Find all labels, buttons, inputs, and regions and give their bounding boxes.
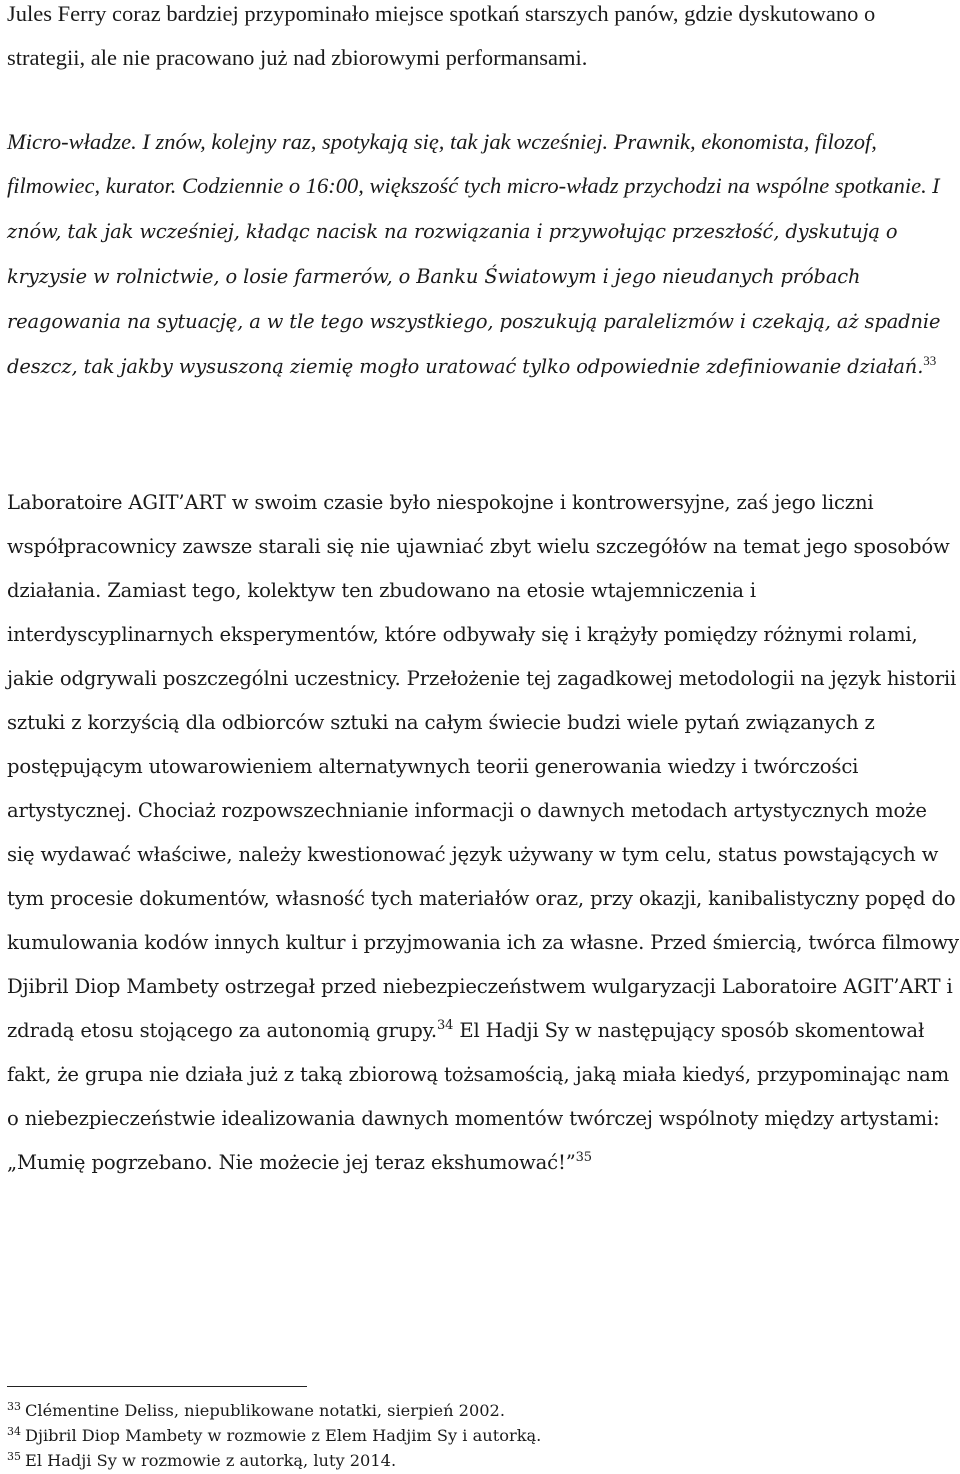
- paragraph-text-continued: El Hadji Sy w następujący sposób skomentował fakt, że grupa nie działa już z taką zbiorową tożsamością, jaką miała kiedyś, przypominając nam o niebezpieczeństwie idealizowania dawnych momentów twórczej wspólnoty między artystami: „Mumię pogrzebano. Nie możecie jej teraz ekshumować!”: [7, 1019, 950, 1174]
- footnote-divider: [7, 1386, 307, 1387]
- footnotes: [7, 1398, 907, 1473]
- footnote-number: 34: [7, 1425, 21, 1438]
- footnote-35: [7, 1448, 907, 1473]
- footnote-ref-35[interactable]: 35: [575, 1150, 592, 1165]
- footnote-text: El Hadji Sy w rozmowie z autorką, luty 2014.: [25, 1451, 397, 1470]
- paragraph-text: Micro-władze. I znów, kolejny raz, spotykają się, tak jak wcześniej. Prawnik, ekonomista, filozof, filmowiec, kurator. Codziennie o 16:00, większość tych micro-władz przychodzi na wspólne spotkanie.: [7, 129, 927, 198]
- paragraph-text-continued: I znów, tak jak wcześniej, kładąc nacisk na rozwiązania i przywołując przeszłość, dyskutują o kryzysie w rolnictwie, o losie farmerów, o Banku Światowym i jego nieudanych próbach reagowania na sytuację, a w tle tego wszystkiego, poszukują paralelizmów i czekają, aż spadnie deszcz, tak jakby wysuszoną ziemię mogło uratować tylko odpowiednie zdefiniowanie działań.: [7, 175, 941, 378]
- footnote-33: [7, 1398, 907, 1423]
- footnote-ref-34[interactable]: 34: [437, 1018, 454, 1033]
- paragraph-text: Jules Ferry coraz bardziej przypominało miejsce spotkań starszych panów, gdzie dyskutowano o strategii, ale nie pracowano już nad zbiorowymi performansami.: [7, 1, 876, 70]
- paragraph-text: Laboratoire AGIT’ART w swoim czasie było niespokojne i kontrowersyjne, zaś jego liczni współpracownicy zawsze starali się nie ujawniać zbyt wielu szczegółów na temat jego sposobów działania. Zamiast tego, kolektyw ten zbudowano na etosie wtajemniczenia i interdyscyplinarnych eksperymentów, które odbywały się i krążyły pomiędzy różnymi rolami, jakie odgrywali poszczególni uczestnicy. Przełożenie tej zagadkowej metodologii na język historii sztuki z korzyścią dla odbiorców sztuki na całym świecie budzi wiele pytań związanych z postępującym utowarowieniem alternatywnych teorii generowania wiedzy i twórczości artystycznej. Chociaż rozpowszechnianie informacji o dawnych metodach artystycznych może się wydawać właściwe, należy kwestionować język używany w tym celu, status powstających w tym procesie dokumentów, własność tych materiałów oraz, przy okazji, kanibalistyczny popęd do kumulowania kodów innych kultur i przyjmowania ich za własne. Przed śmiercią, twórca filmowy Djibril Diop Mambety ostrzegał przed niebezpieczeństwem wulgaryzacji Laboratoire AGIT’ART i zdradą etosu stojącego za autonomią grupy.: [7, 491, 959, 1042]
- footnote-text: Djibril Diop Mambety w rozmowie z Elem Hadjim Sy i autorką.: [25, 1426, 542, 1445]
- footnote-34: [7, 1423, 907, 1448]
- paragraph-jules-ferry: [7, 0, 957, 80]
- footnote-ref-33[interactable]: 33: [923, 353, 937, 368]
- paragraph-laboratoire: [7, 481, 959, 1185]
- footnote-number: 35: [7, 1450, 21, 1463]
- footnote-text: Clémentine Deliss, niepublikowane notatki, sierpień 2002.: [25, 1401, 505, 1420]
- paragraph-micro-wladze: [7, 120, 957, 389]
- footnote-number: 33: [7, 1400, 21, 1413]
